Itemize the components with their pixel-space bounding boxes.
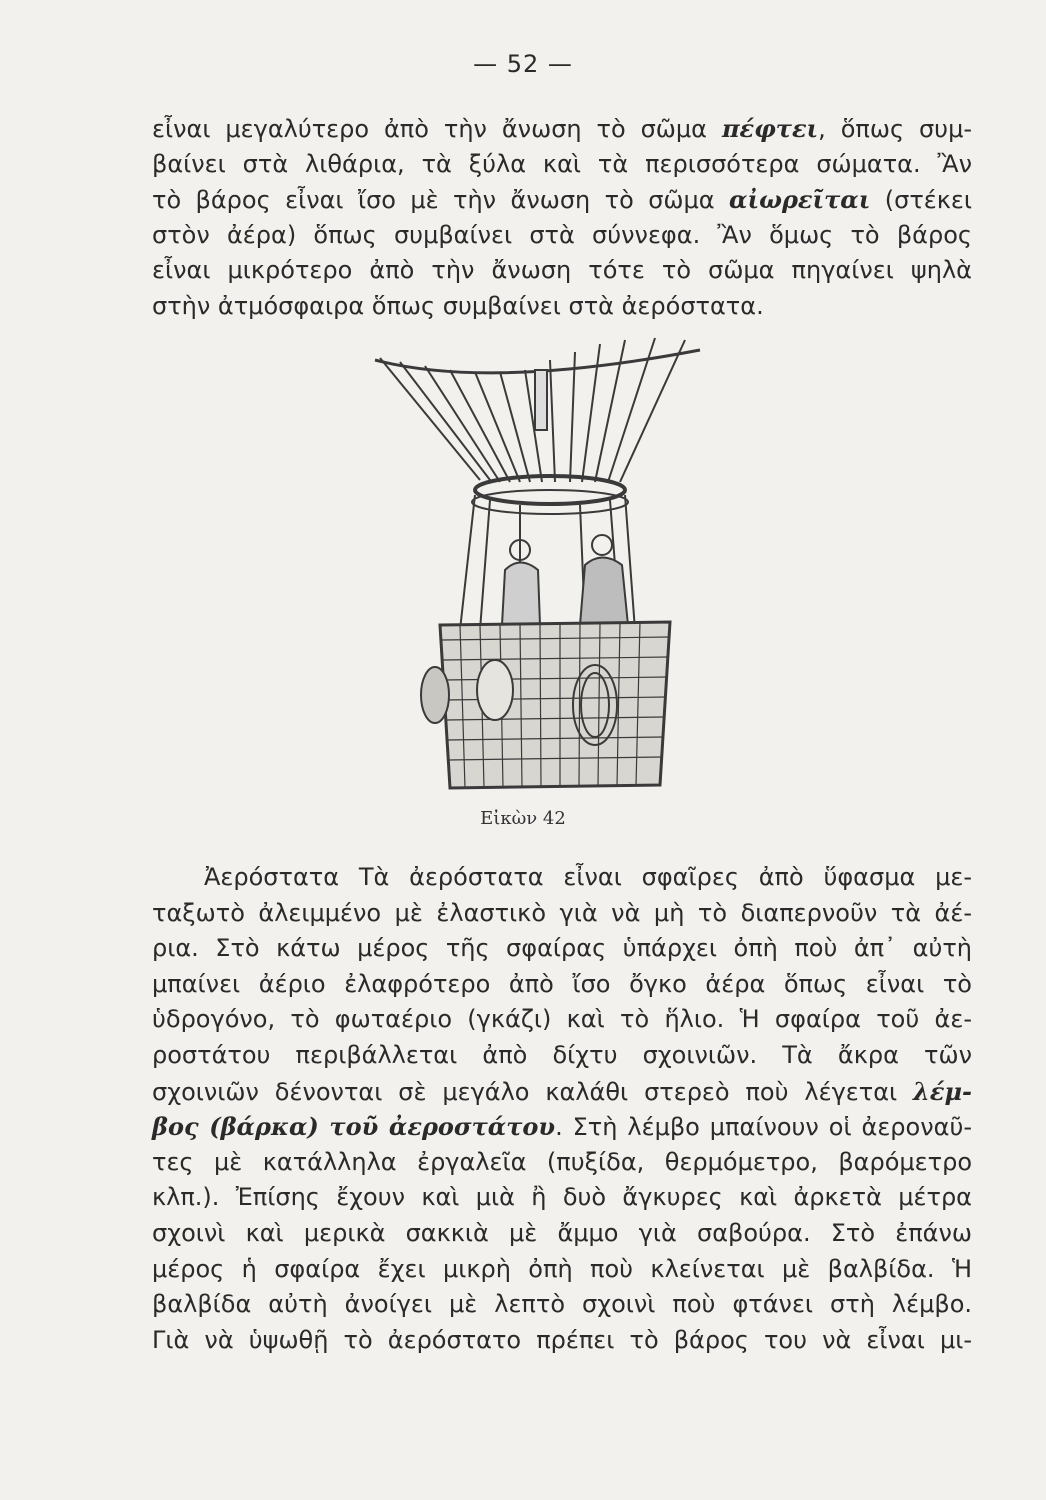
text-line: σχοινιῶν δένονται σὲ μεγάλο καλάθι στερεὸ ποὺ λέγεται λέμ-	[152, 1076, 972, 1106]
text-line: ροστάτου περιβάλλεται ἀπὸ δίχτυ σχοινιῶν. Τὰ ἄκρα τῶν	[152, 1040, 972, 1069]
text-line: βαίνει στὰ λιθάρια, τὰ ξύλα καὶ τὰ περισσότερα σώματα. Ἂν	[152, 149, 972, 178]
balloon-basket-illustration	[370, 330, 720, 800]
emphasis-falls: πέφτει	[721, 114, 819, 143]
text-line: Γιὰ νὰ ὑψωθῇ τὸ ἀερόστατο πρέπει τὸ βάρος του νὰ εἶναι μι-	[152, 1325, 972, 1354]
text-line: βαλβίδα αὐτὴ ἀνοίγει μὲ λεπτὸ σχοινὶ ποὺ φτάνει στὴ λέμβο.	[152, 1290, 972, 1319]
page-number: — 52 —	[473, 50, 573, 78]
text-line: τὸ βάρος εἶναι ἴσο μὲ τὴν ἄνωση τὸ σῶμα αἰωρεῖται (στέκει	[152, 185, 972, 215]
emphasis-floats: αἰωρεῖται	[729, 185, 871, 215]
paragraph-balloons	[152, 860, 972, 1358]
paragraph-buoyancy	[152, 111, 972, 325]
figure-caption: Εἰκὼν 42	[480, 808, 566, 829]
emphasis-boat: λέμ-	[913, 1076, 972, 1106]
text-line: στὸν ἀέρα) ὅπως συμβαίνει στὰ σύννεφα. Ἂν ὅμως τὸ βάρος	[152, 220, 972, 249]
text-line: ρια. Στὸ κάτω μέρος τῆς σφαίρας ὑπάρχει ὀπὴ ποὺ ἀπ᾽ αὐτὴ	[152, 934, 972, 963]
text-line: εἶναι μεγαλύτερο ἀπὸ τὴν ἄνωση τὸ σῶμα πέφτει, ὅπως συμ-	[152, 114, 972, 143]
text-line: στὴν ἀτμόσφαιρα ὅπως συμβαίνει στὰ ἀερόστατα.	[152, 291, 764, 320]
text-line: μπαίνει ἀέριο ἐλαφρότερο ἀπὸ ἴσο ὄγκο ἀέρα ὅπως εἶναι τὸ	[152, 969, 972, 998]
hot-air-balloon-basket-icon	[370, 330, 720, 800]
section-heading: Ἀερόστατα	[204, 863, 340, 891]
text-line: μέρος ἡ σφαίρα ἔχει μικρὴ ὀπὴ ποὺ κλείνεται μὲ βαλβίδα. Ἡ	[152, 1254, 972, 1283]
text-line: ταξωτὸ ἀλειμμένο μὲ ἐλαστικὸ γιὰ νὰ μὴ τὸ διαπερνοῦν τὰ ἀέ-	[152, 898, 972, 927]
text-line: σχοινὶ καὶ μερικὰ σακκιὰ μὲ ἄμμο γιὰ σαβούρα. Στὸ ἐπάνω	[152, 1218, 972, 1247]
text-line: Ἀερόστατα Τὰ ἀερόστατα εἶναι σφαῖρες ἀπὸ ὕφασμα με-	[204, 863, 972, 891]
text-line: εἶναι μικρότερο ἀπὸ τὴν ἄνωση τότε τὸ σῶμα πηγαίνει ψηλὰ	[152, 256, 972, 285]
text-line: τες μὲ κατάλληλα ἐργαλεῖα (πυξίδα, θερμόμετρο, βαρόμετρο	[152, 1147, 972, 1176]
text-line: ὑδρογόνο, τὸ φωταέριο (γκάζι) καὶ τὸ ἥλιο. Ἡ σφαίρα τοῦ ἀε-	[152, 1005, 972, 1034]
text-line: κλπ.). Ἐπίσης ἔχουν καὶ μιὰ ἢ δυὸ ἄγκυρες καὶ ἀρκετὰ μέτρα	[152, 1183, 972, 1212]
text-line: βος (βάρκα) τοῦ ἀεροστάτου. Στὴ λέμβο μπαίνουν οἱ ἀεροναῦ-	[152, 1112, 972, 1142]
emphasis-boat-cont: βος (βάρκα) τοῦ ἀεροστάτου	[152, 1112, 556, 1142]
